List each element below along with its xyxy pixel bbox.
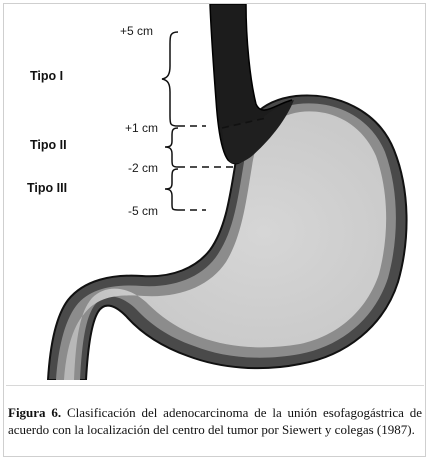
caption-text: Clasificación del adenocarcinoma de la unión esofagogástrica de acuerdo con la localización del centro del tumor por Siewert y colegas (1987). (8, 405, 422, 437)
label-tipo-3: Tipo III (27, 181, 68, 195)
brace-tipo3 (165, 169, 178, 210)
brace-tipo2 (165, 128, 178, 167)
label-minus5-cm: -5 cm (128, 204, 158, 218)
label-tipo-1: Tipo I (30, 69, 64, 83)
label-plus1-cm: +1 cm (125, 121, 159, 135)
brace-tipo1 (162, 32, 178, 126)
stomach-esophagus-diagram (4, 4, 426, 380)
caption-divider (6, 385, 424, 386)
label-tipo-2: Tipo II (30, 138, 67, 152)
caption-label: Figura 6. (8, 405, 62, 420)
label-minus2-cm: -2 cm (128, 161, 158, 175)
label-plus5-cm: +5 cm (120, 24, 154, 38)
figure-caption (8, 404, 422, 438)
